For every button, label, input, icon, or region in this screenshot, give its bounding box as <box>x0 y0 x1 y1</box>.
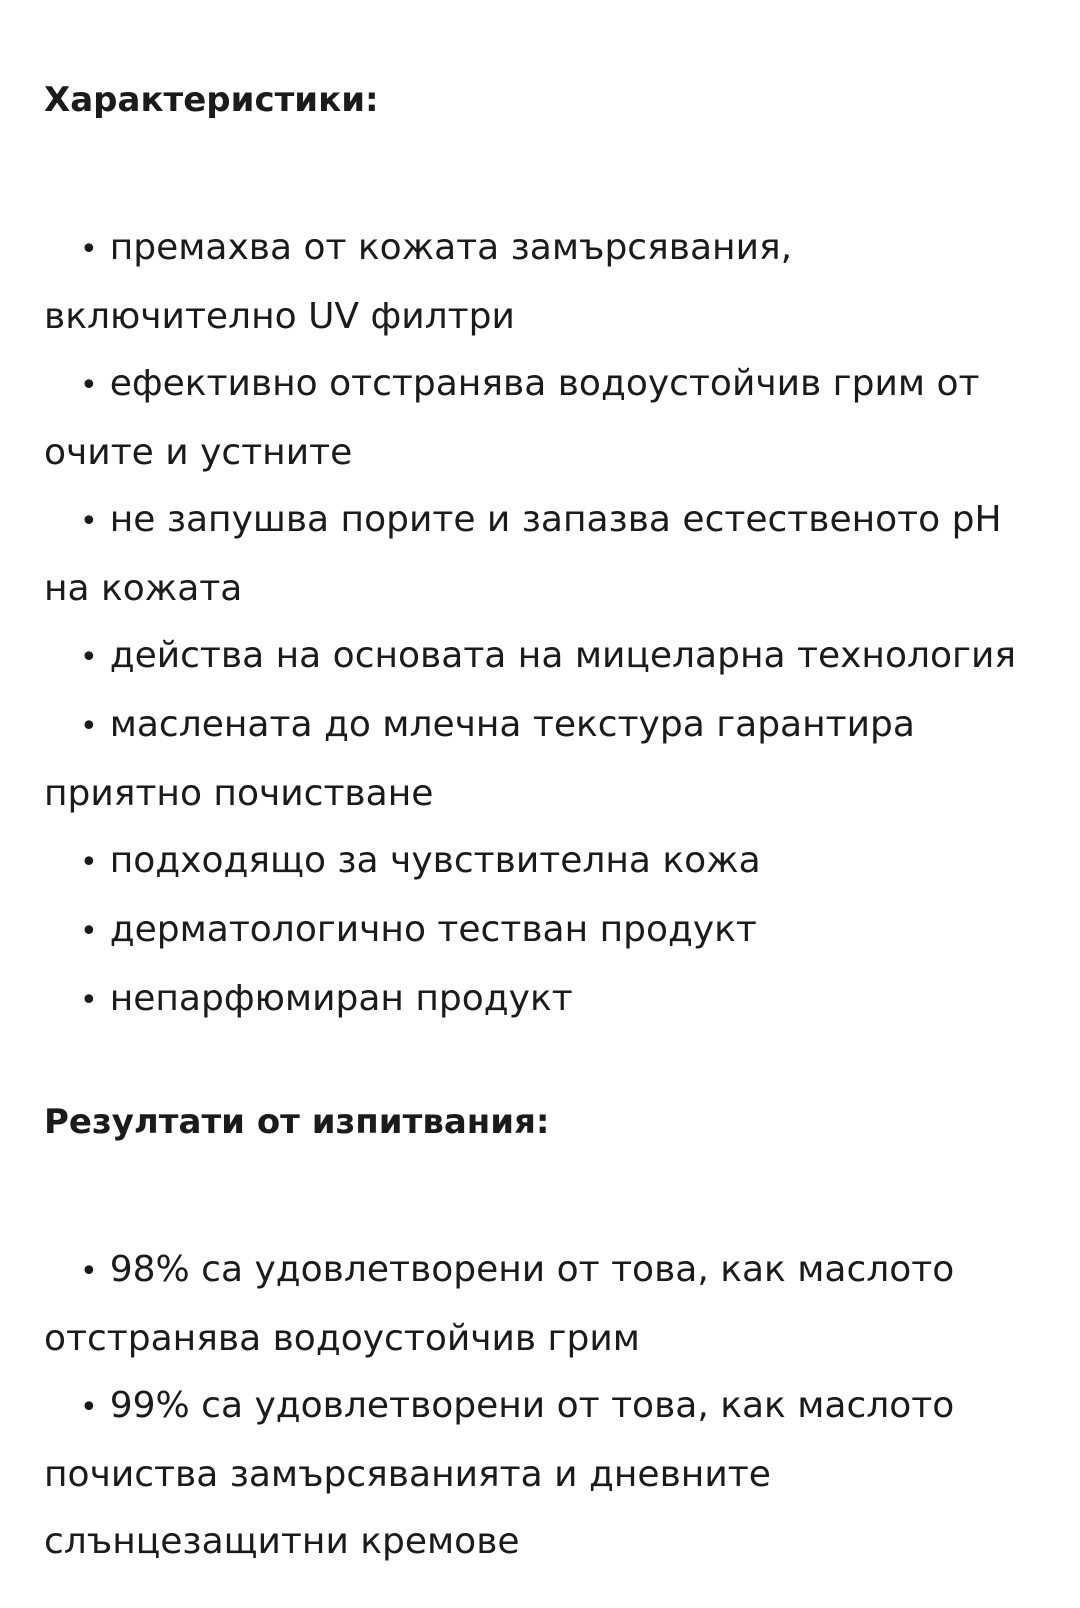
bullet-icon: • <box>80 1390 98 1425</box>
list-item <box>44 1236 1036 1372</box>
list-item <box>44 1372 1036 1575</box>
results-heading: Резултати от изпитвания: <box>44 1102 550 1142</box>
bullet-icon: • <box>80 845 98 880</box>
bullet-icon: • <box>80 640 98 675</box>
list-item <box>44 896 1036 965</box>
list-item <box>44 350 1036 486</box>
list-item <box>44 827 1036 896</box>
section-spacer <box>44 1034 1036 1102</box>
list-item-text: дерматологично тестван продукт <box>109 909 757 950</box>
list-item <box>44 622 1036 691</box>
bullet-icon: • <box>80 709 98 744</box>
list-item <box>44 214 1036 350</box>
list-item-text: ефективно отстранява водоустойчив грим от очите и устните <box>44 363 980 473</box>
list-item-text: подходящо за чувствителна кожа <box>109 840 761 881</box>
list-item <box>44 691 1036 827</box>
list-item-text: действа на основата на мицеларна технология <box>109 635 1016 676</box>
characteristics-list <box>44 214 1036 1034</box>
list-item-text: не запушва порите и запазва естественото pH на кожата <box>44 499 1002 609</box>
bullet-icon: • <box>80 368 98 403</box>
bullet-icon: • <box>80 232 98 267</box>
characteristics-heading: Характеристики: <box>44 80 379 120</box>
list-item-text: 98% са удовлетворени от това, как маслото отстранява водоустойчив грим <box>44 1249 955 1359</box>
list-item-text: премахва от кожата замърсявания, включително UV филтри <box>44 227 793 337</box>
bullet-icon: • <box>80 504 98 539</box>
list-item-text: 99% са удовлетворени от това, как маслото почиства замърсяванията и дневните слънцезащитни кремове <box>44 1385 955 1562</box>
list-item-text: непарфюмиран продукт <box>109 978 573 1019</box>
list-item <box>44 486 1036 622</box>
bullet-icon: • <box>80 983 98 1018</box>
list-item <box>44 965 1036 1034</box>
bullet-icon: • <box>80 1254 98 1289</box>
results-list <box>44 1236 1036 1575</box>
list-item-text: маслената до млечна текстура гарантира приятно почистване <box>44 704 915 814</box>
bullet-icon: • <box>80 914 98 949</box>
